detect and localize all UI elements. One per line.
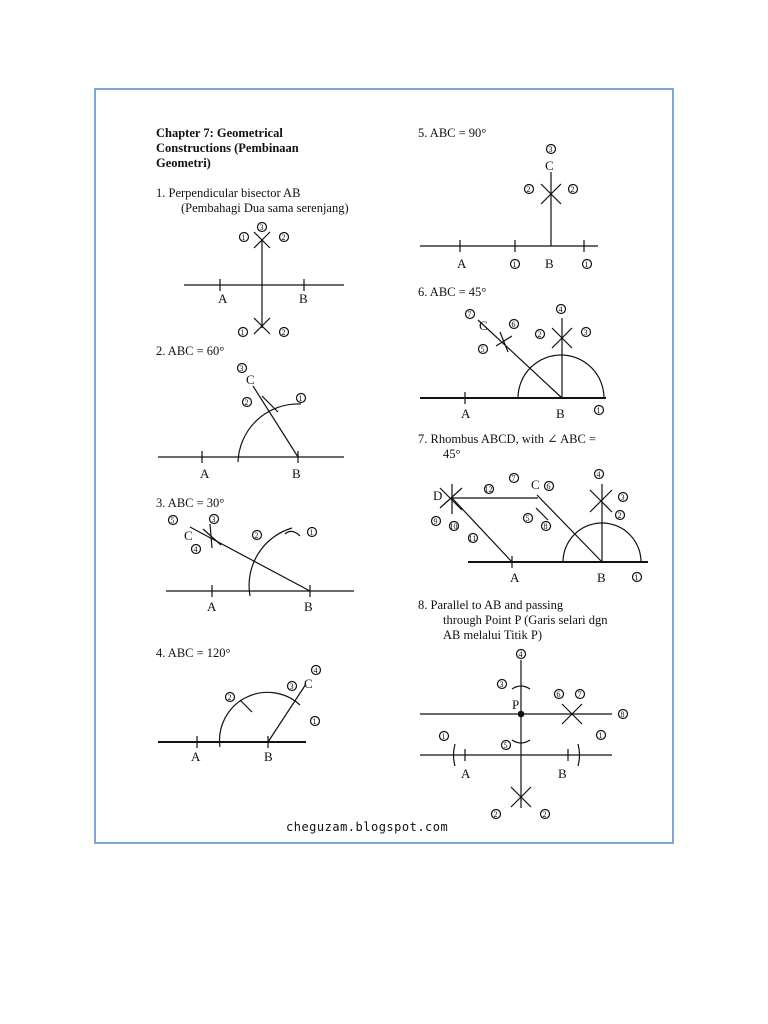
point-a-label: A — [218, 291, 228, 306]
section-6-heading: 6. ABC = 45° — [418, 285, 487, 299]
step-number: 2 — [254, 531, 259, 540]
point-b-label: B — [292, 466, 301, 481]
section-4-heading: 4. ABC = 120° — [156, 646, 231, 660]
step-number: 9 — [433, 517, 438, 526]
point-a-label: A — [191, 749, 201, 764]
point-d-label: D — [433, 488, 443, 503]
step-number: 3 — [259, 223, 264, 232]
point-a-label: A — [510, 570, 520, 585]
point-a-label: A — [207, 599, 217, 614]
step-number: 6 — [511, 320, 516, 329]
section-1-heading: 1. Perpendicular bisector AB — [156, 186, 301, 200]
step-number: 2 — [281, 233, 286, 242]
step-number: 2 — [227, 693, 232, 702]
point-c-label: C — [545, 158, 554, 173]
step-number: 12 — [484, 485, 493, 494]
section-8-heading: 8. Parallel to AB and passing — [418, 598, 564, 612]
step-number: 1 — [240, 328, 245, 337]
section-2-heading: 2. ABC = 60° — [156, 344, 225, 358]
step-number: 4 — [596, 470, 601, 479]
step-number: 3 — [499, 680, 504, 689]
construction-arc — [285, 531, 300, 536]
step-number: 1 — [634, 573, 639, 582]
section-8-subheading-2: AB melalui Titik P) — [443, 628, 542, 642]
step-number: 7 — [467, 310, 472, 319]
construction-line — [253, 386, 298, 457]
point-b-label: B — [304, 599, 313, 614]
chapter-title-line-1: Chapter 7: Geometrical — [156, 126, 283, 140]
step-number: 1 — [512, 260, 517, 269]
figure-angle-120 — [158, 666, 321, 765]
construction-line — [449, 498, 512, 562]
figure-angle-60 — [158, 364, 344, 482]
point-a-label: A — [461, 766, 471, 781]
point-c-label: C — [479, 318, 488, 333]
point-c-label: C — [304, 676, 313, 691]
point-b-label: B — [545, 256, 554, 271]
step-number: 1 — [598, 731, 603, 740]
step-number: 4 — [313, 666, 318, 675]
step-number: 1 — [298, 394, 303, 403]
step-number: 3 — [289, 682, 294, 691]
step-number: 2 — [570, 185, 575, 194]
step-number: 4 — [518, 650, 523, 659]
section-7-subheading: 45° — [443, 447, 461, 461]
step-number: 2 — [617, 511, 622, 520]
point-b-label: B — [558, 766, 567, 781]
figure-angle-30 — [166, 515, 354, 615]
step-number: 2 — [281, 328, 286, 337]
section-1-subheading: (Pembahagi Dua sama serenjang) — [181, 201, 349, 215]
point-marker — [518, 711, 524, 717]
step-number: 5 — [480, 345, 485, 354]
step-number: 1 — [596, 406, 601, 415]
step-number: 4 — [193, 545, 198, 554]
chapter-title-line-2: Constructions (Pembinaan — [156, 141, 299, 155]
step-number: 8 — [543, 522, 548, 531]
point-p-label: P — [512, 697, 520, 712]
footer-url: cheguzam.blogspot.com — [286, 820, 449, 834]
section-8-subheading-1: through Point P (Garis selari dgn — [443, 613, 608, 627]
step-number: 1 — [441, 732, 446, 741]
step-number: 2 — [244, 398, 249, 407]
construction-line — [240, 700, 252, 712]
section-3-heading: 3. ABC = 30° — [156, 496, 225, 510]
step-number: 7 — [577, 690, 582, 699]
step-number: 3 — [211, 515, 216, 524]
step-number: 3 — [548, 145, 553, 154]
step-number: 2 — [537, 330, 542, 339]
figure-angle-45 — [420, 305, 606, 422]
step-number: 3 — [239, 364, 244, 373]
figure-rhombus — [432, 470, 649, 586]
step-number: 3 — [620, 493, 625, 502]
section-7-heading: 7. Rhombus ABCD, with ∠ ABC = — [418, 432, 596, 446]
point-a-label: A — [457, 256, 467, 271]
construction-line — [536, 508, 548, 520]
step-number: 3 — [583, 328, 588, 337]
step-number: 5 — [525, 514, 530, 523]
point-a-label: A — [461, 406, 471, 421]
step-number: 2 — [542, 810, 547, 819]
point-b-label: B — [556, 406, 565, 421]
step-number: 2 — [493, 810, 498, 819]
step-number: 7 — [511, 474, 516, 483]
point-c-label: C — [184, 528, 193, 543]
section-5-heading: 5. ABC = 90° — [418, 126, 487, 140]
point-b-label: B — [597, 570, 606, 585]
step-number: 1 — [584, 260, 589, 269]
step-number: 1 — [312, 717, 317, 726]
point-c-label: C — [246, 372, 255, 387]
figure-parallel-line — [420, 650, 628, 820]
step-number: 11 — [468, 534, 477, 543]
step-number: 5 — [503, 741, 508, 750]
step-number: 10 — [449, 522, 458, 531]
step-number: 4 — [558, 305, 563, 314]
construction-arc — [518, 355, 604, 398]
step-number: 1 — [241, 233, 246, 242]
step-number: 2 — [526, 185, 531, 194]
step-number: 5 — [170, 516, 175, 525]
point-c-label: C — [531, 477, 540, 492]
construction-line — [190, 527, 310, 591]
point-b-label: B — [264, 749, 273, 764]
figure-angle-90 — [420, 145, 598, 272]
step-number: 8 — [620, 710, 625, 719]
point-b-label: B — [299, 291, 308, 306]
point-a-label: A — [200, 466, 210, 481]
chapter-title-line-3: Geometri) — [156, 156, 211, 170]
figure-perpendicular-bisector — [184, 223, 344, 338]
step-number: 6 — [556, 690, 561, 699]
step-number: 1 — [309, 528, 314, 537]
step-number: 6 — [546, 482, 551, 491]
